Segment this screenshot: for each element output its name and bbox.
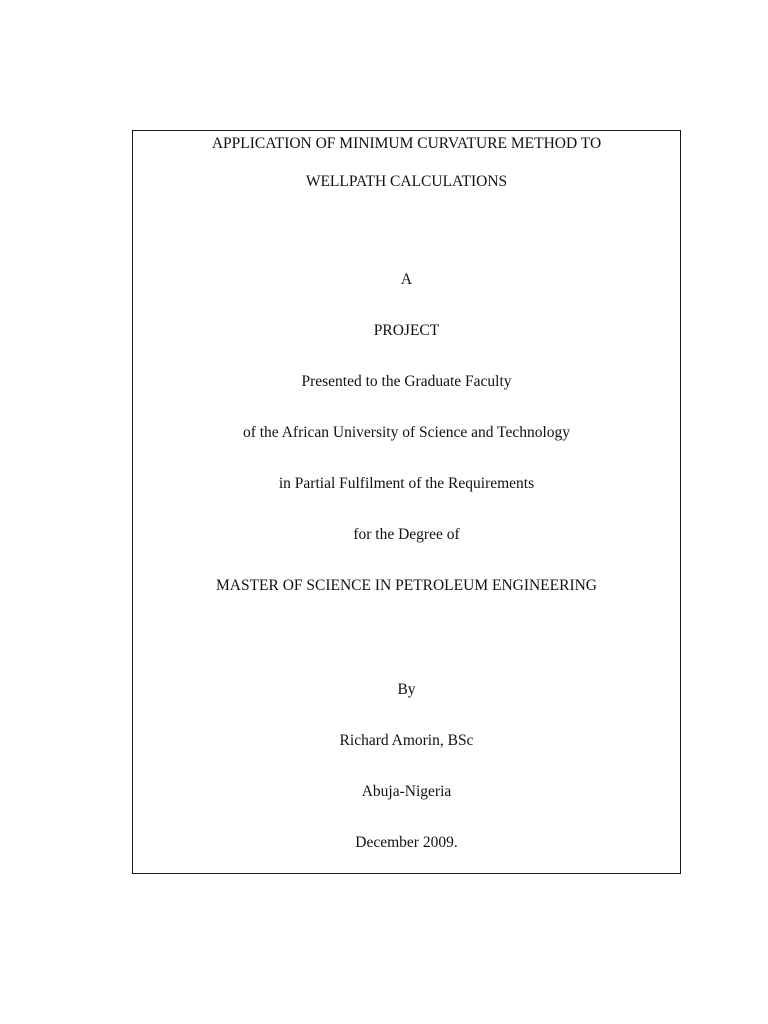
title-page-border bbox=[132, 130, 681, 874]
presented-to-line: Presented to the Graduate Faculty bbox=[301, 373, 512, 390]
author-name: Richard Amorin, BSc bbox=[339, 732, 474, 749]
institution-line: of the African University of Science and Technology bbox=[242, 424, 571, 441]
degree-intro-line: for the Degree of bbox=[353, 526, 460, 543]
title-line-2: WELLPATH CALCULATIONS bbox=[305, 173, 508, 190]
degree-name: MASTER OF SCIENCE IN PETROLEUM ENGINEERING bbox=[215, 577, 598, 594]
title-line-1: APPLICATION OF MINIMUM CURVATURE METHOD TO bbox=[211, 135, 602, 152]
location-line: Abuja-Nigeria bbox=[361, 783, 452, 800]
by-line: By bbox=[397, 681, 416, 698]
article-a: A bbox=[400, 271, 413, 288]
partial-fulfilment-line: in Partial Fulfilment of the Requirements bbox=[278, 475, 535, 492]
document-type: PROJECT bbox=[373, 322, 440, 339]
date-line: December 2009. bbox=[355, 834, 458, 851]
